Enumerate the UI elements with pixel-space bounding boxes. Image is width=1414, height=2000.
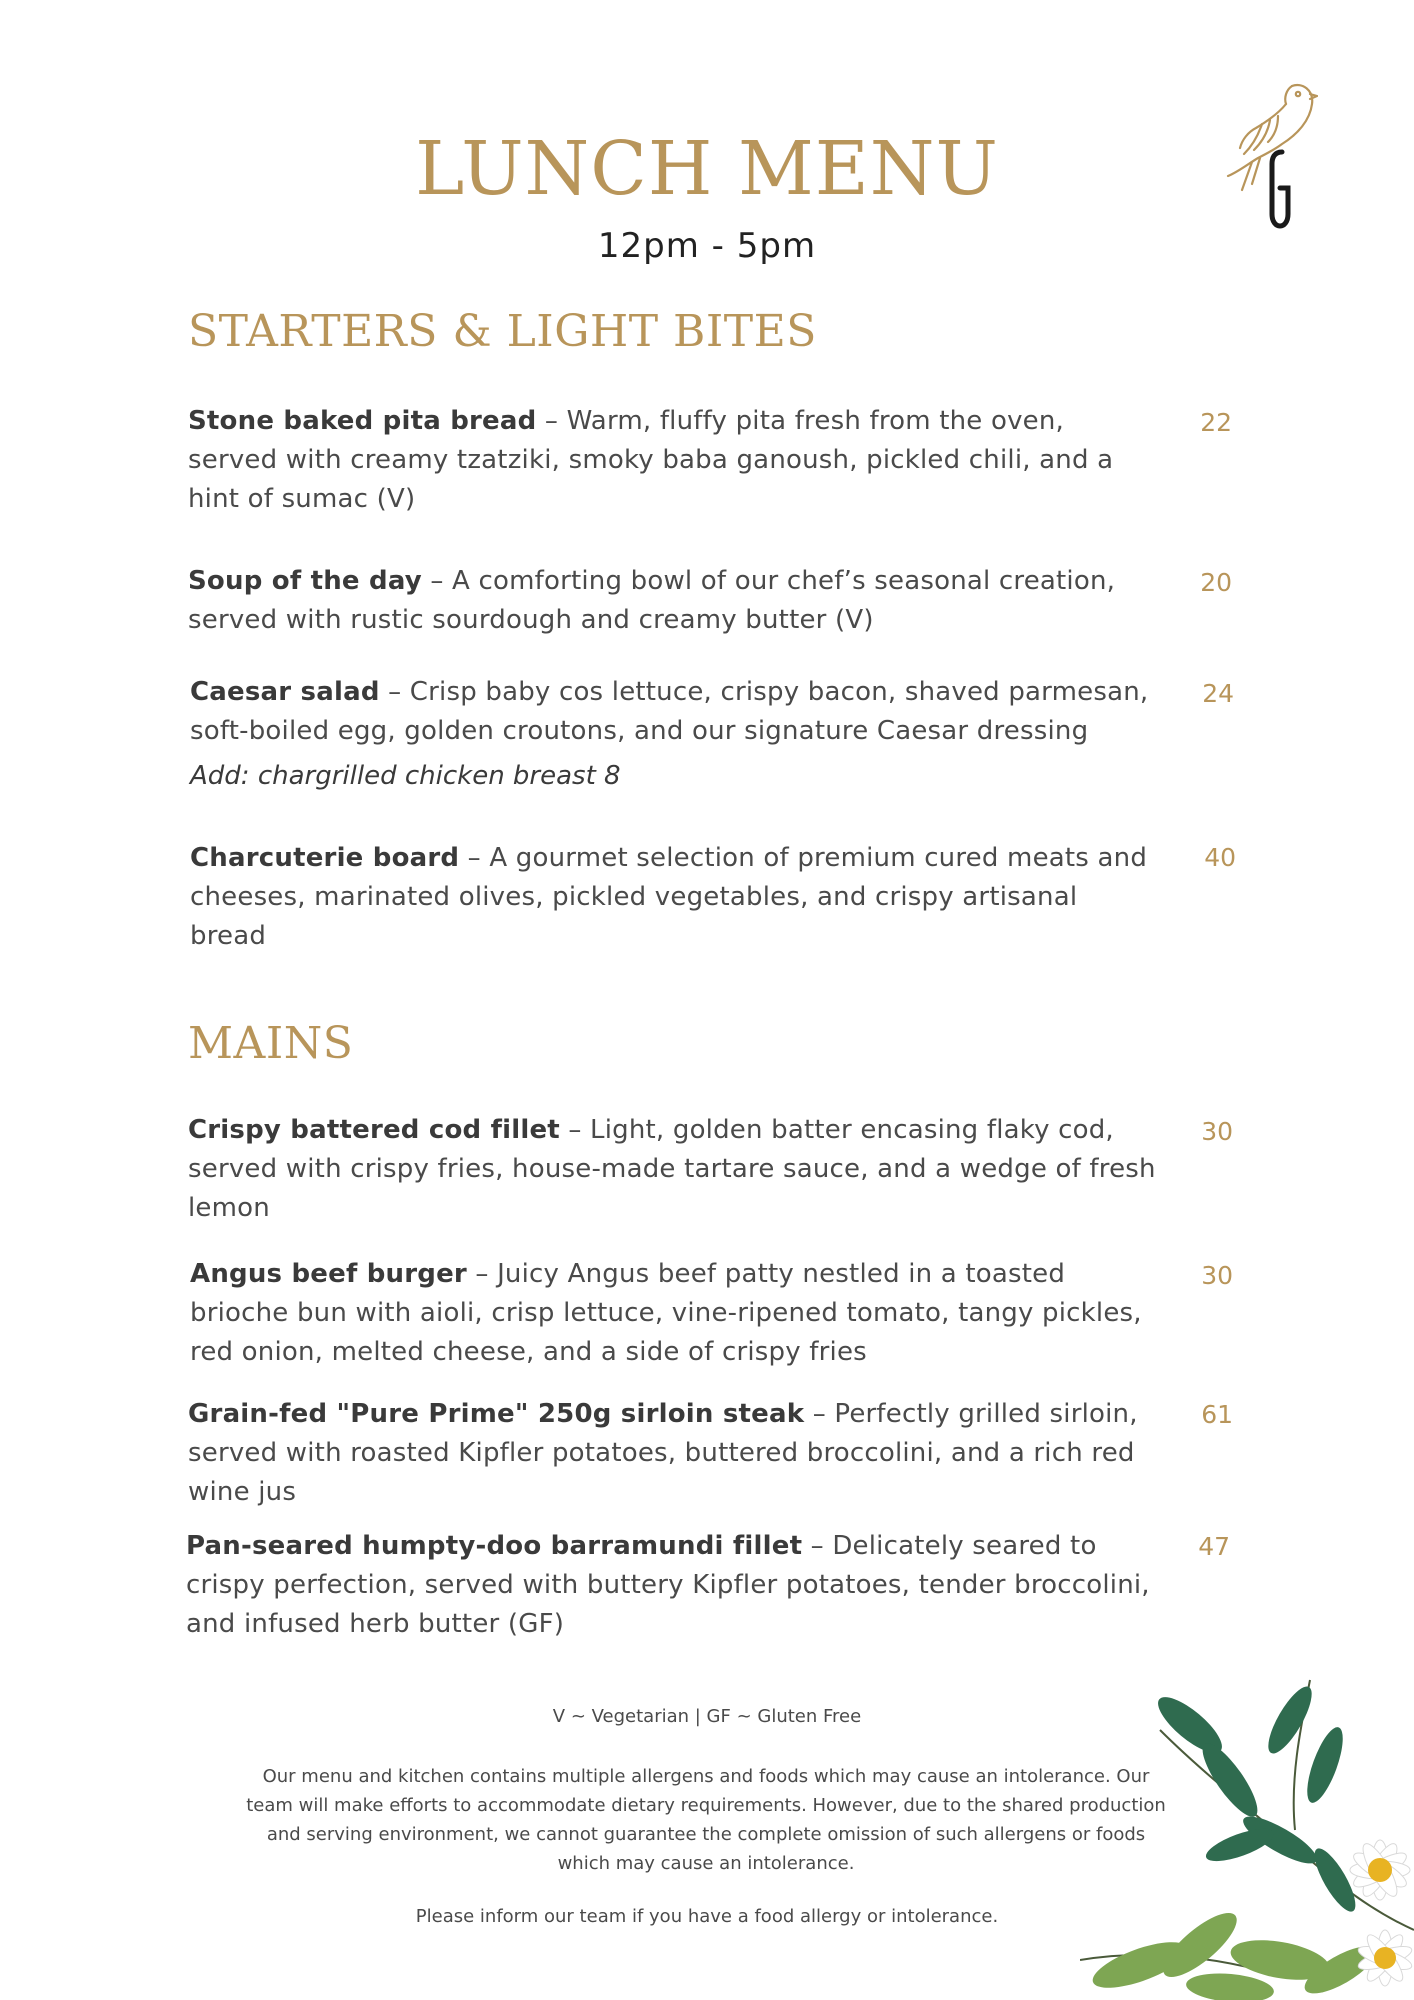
- item-description: – Crisp baby cos lettuce, crispy bacon, shaved parmesan, soft-boiled egg, golden croutons, and our signature Caesar dressing: [190, 677, 1149, 746]
- item-name: Stone baked pita bread: [188, 406, 537, 436]
- item-price: 20: [1200, 568, 1232, 597]
- menu-item-charcuterie: [190, 839, 1160, 956]
- item-price: 30: [1201, 1117, 1233, 1146]
- item-description: – Perfectly grilled sirloin, served with roasted Kipfler potatoes, buttered broccolini, and a rich red wine jus: [188, 1399, 1138, 1507]
- floral-decoration-icon: [1080, 1670, 1414, 2000]
- item-price: 24: [1202, 679, 1234, 708]
- serving-hours: 12pm - 5pm: [597, 226, 817, 266]
- item-name: Grain-fed "Pure Prime" 250g sirloin steak: [188, 1399, 805, 1429]
- item-price: 30: [1201, 1261, 1233, 1290]
- menu-item-soup: [188, 562, 1158, 640]
- item-description: – Light, golden batter encasing flaky cod, served with crispy fries, house-made tartare sauce, and a wedge of fresh lemon: [188, 1115, 1156, 1223]
- item-name: Soup of the day: [188, 566, 422, 596]
- item-name: Crispy battered cod fillet: [188, 1115, 560, 1145]
- item-name: Pan-seared humpty-doo barramundi fillet: [186, 1531, 803, 1561]
- item-price: 61: [1201, 1400, 1233, 1429]
- item-description: – Delicately seared to crispy perfection, served with buttery Kipfler potatoes, tender broccolini, and infused herb butter (GF): [186, 1531, 1150, 1639]
- item-name: Caesar salad: [190, 677, 380, 707]
- menu-item-caesar: [190, 673, 1160, 796]
- dietary-legend: V ~ Vegetarian | GF ~ Gluten Free: [552, 1706, 862, 1727]
- allergy-notice: Please inform our team if you have a food allergy or intolerance.: [415, 1906, 999, 1927]
- page-title: LUNCH MENU: [415, 126, 999, 212]
- item-description: – Juicy Angus beef patty nestled in a toasted brioche bun with aioli, crisp lettuce, vine-ripened tomato, tangy pickles, red onion, melted cheese, and a side of crispy fries: [190, 1259, 1142, 1367]
- menu-item-burger: [190, 1255, 1160, 1372]
- menu-item-pita: [188, 402, 1158, 519]
- menu-item-cod: [188, 1111, 1158, 1228]
- item-price: 22: [1200, 408, 1232, 437]
- section-title-starters: STARTERS & LIGHT BITES: [188, 306, 817, 357]
- menu-item-sirloin: [188, 1395, 1158, 1512]
- allergen-disclaimer: Our menu and kitchen contains multiple allergens and foods which may cause an intolerance. Our team will make efforts to accommodate dietary requirements. However, due to the shared production and serving environment, we cannot guarantee the complete omission of such allergens or foods which may cause an intolerance.: [246, 1766, 1166, 1874]
- item-addon: Add: chargrilled chicken breast 8: [190, 761, 621, 791]
- item-name: Charcuterie board: [190, 843, 460, 873]
- item-description: – Warm, fluffy pita fresh from the oven, served with creamy tzatziki, smoky baba ganoush, pickled chili, and a hint of sumac (V): [188, 406, 1114, 514]
- section-title-mains: MAINS: [188, 1018, 354, 1069]
- item-description: – A comforting bowl of our chef’s seasonal creation, served with rustic sourdough and creamy butter (V): [188, 566, 1116, 635]
- menu-item-barramundi: [186, 1527, 1156, 1644]
- item-price: 40: [1204, 843, 1236, 872]
- item-price: 47: [1198, 1532, 1230, 1561]
- item-description: – A gourmet selection of premium cured meats and cheeses, marinated olives, pickled vegetables, and crispy artisanal bread: [190, 843, 1148, 951]
- item-name: Angus beef burger: [190, 1259, 467, 1289]
